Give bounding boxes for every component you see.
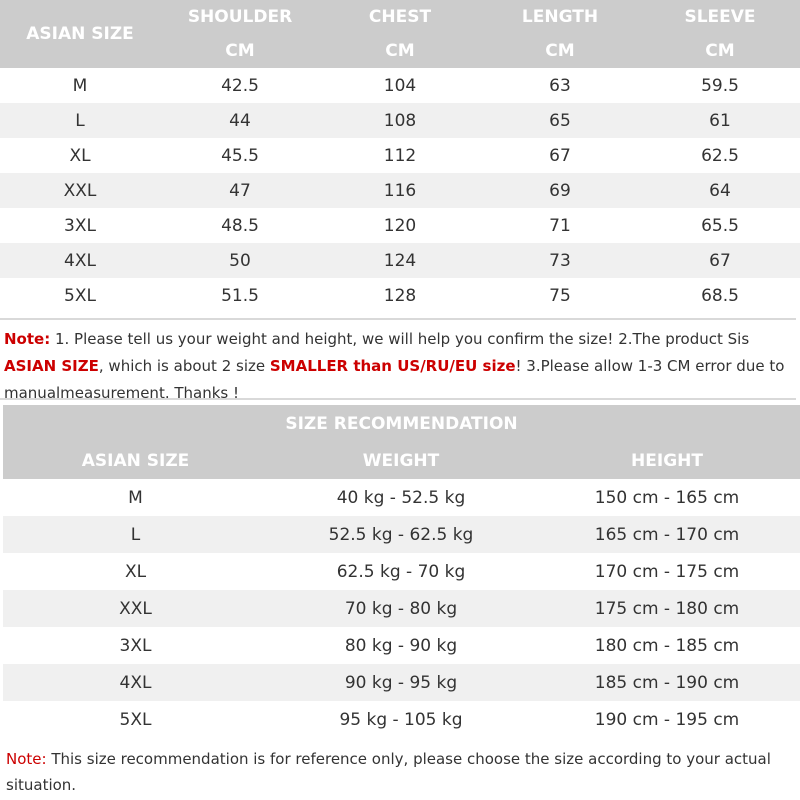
cell-size: M: [128, 487, 143, 508]
table-row: [3, 479, 800, 516]
size-chart-table: [0, 0, 800, 313]
size-recommendation-table: [3, 405, 800, 738]
header-length: LENGTH: [480, 0, 640, 34]
unit-length: CM: [480, 34, 640, 68]
note-text-part3: ! 3.Please allow 1-3 CM error due to manualmeasurement. Thanks !: [4, 357, 785, 402]
header-chest: CHEST: [320, 0, 480, 34]
cell-height: 165 cm - 170 cm: [534, 516, 800, 553]
cell-height: 170 cm - 175 cm: [594, 561, 740, 582]
recommendation-note: [6, 746, 796, 798]
cell-sleeve: 64: [640, 173, 800, 208]
table-row: [3, 701, 800, 738]
table-row: [0, 68, 800, 103]
header-asian-size: ASIAN SIZE: [3, 442, 268, 479]
cell-shoulder: 50: [160, 243, 320, 278]
cell-size: 4XL: [0, 243, 160, 278]
note-text-part1: 1. Please tell us your weight and height, we will help you confirm the size! 2.The product Sis: [50, 330, 750, 348]
cell-chest: 124: [320, 243, 480, 278]
cell-sleeve: 59.5: [701, 75, 739, 96]
header-weight: WEIGHT: [268, 442, 534, 479]
cell-height: 185 cm - 190 cm: [534, 664, 800, 701]
table-row: [3, 516, 800, 553]
cell-chest: 116: [320, 173, 480, 208]
cell-size: 3XL: [119, 635, 152, 656]
table-row: [0, 138, 800, 173]
header-height: HEIGHT: [534, 442, 800, 479]
table-row: [0, 103, 800, 138]
cell-chest: 108: [320, 103, 480, 138]
cell-size: L: [3, 516, 268, 553]
unit-sleeve: CM: [640, 34, 800, 68]
cell-shoulder: 44: [160, 103, 320, 138]
table-row: [0, 173, 800, 208]
cell-length: 71: [549, 215, 571, 236]
cell-shoulder: 47: [160, 173, 320, 208]
cell-sleeve: 68.5: [701, 285, 739, 306]
cell-length: 63: [549, 75, 571, 96]
note-label: Note:: [4, 330, 51, 348]
cell-weight: 95 kg - 105 kg: [339, 709, 463, 730]
cell-chest: 104: [383, 75, 417, 96]
recommendation-title: SIZE RECOMMENDATION: [3, 405, 800, 442]
note-highlight-smaller: SMALLER than US/RU/EU size: [269, 357, 516, 375]
cell-size: 4XL: [3, 664, 268, 701]
unit-chest: CM: [320, 34, 480, 68]
cell-shoulder: 48.5: [221, 215, 259, 236]
cell-size: 3XL: [64, 215, 96, 236]
cell-size: XL: [124, 561, 147, 582]
cell-chest: 120: [383, 215, 417, 236]
cell-size: XXL: [0, 173, 160, 208]
unit-shoulder: CM: [160, 34, 320, 68]
cell-length: 75: [549, 285, 571, 306]
table-row: [3, 664, 800, 701]
header-asian-size: ASIAN SIZE: [0, 0, 160, 68]
cell-chest: 112: [383, 145, 417, 166]
note2-label: Note:: [6, 750, 47, 768]
cell-height: 180 cm - 185 cm: [594, 635, 740, 656]
cell-size: 5XL: [119, 709, 152, 730]
header-shoulder: SHOULDER: [160, 0, 320, 34]
cell-shoulder: 51.5: [221, 285, 259, 306]
cell-length: 67: [549, 145, 571, 166]
table-row: [3, 553, 800, 590]
cell-weight: 90 kg - 95 kg: [268, 664, 534, 701]
cell-chest: 128: [383, 285, 417, 306]
note-highlight-asian-size: ASIAN SIZE: [4, 357, 99, 375]
cell-sleeve: 62.5: [701, 145, 739, 166]
cell-size: XL: [69, 145, 91, 166]
table-row: [0, 208, 800, 243]
cell-sleeve: 61: [640, 103, 800, 138]
note2-text: This size recommendation is for reference only, please choose the size according to your actual situation.: [6, 750, 771, 794]
note-text-part2: , which is about 2 size: [98, 357, 270, 375]
cell-shoulder: 42.5: [221, 75, 259, 96]
cell-weight: 40 kg - 52.5 kg: [336, 487, 466, 508]
size-note: [0, 318, 796, 400]
table-row: [0, 243, 800, 278]
cell-length: 65: [480, 103, 640, 138]
cell-shoulder: 45.5: [221, 145, 259, 166]
cell-height: 175 cm - 180 cm: [534, 590, 800, 627]
cell-weight: 52.5 kg - 62.5 kg: [268, 516, 534, 553]
header-sleeve: SLEEVE: [640, 0, 800, 34]
table-row: [0, 278, 800, 313]
cell-weight: 70 kg - 80 kg: [268, 590, 534, 627]
table-row: [3, 590, 800, 627]
cell-weight: 80 kg - 90 kg: [344, 635, 458, 656]
cell-size: L: [0, 103, 160, 138]
cell-sleeve: 65.5: [701, 215, 739, 236]
cell-height: 190 cm - 195 cm: [594, 709, 740, 730]
table-row: [3, 627, 800, 664]
cell-size: 5XL: [64, 285, 96, 306]
cell-sleeve: 67: [640, 243, 800, 278]
cell-weight: 62.5 kg - 70 kg: [336, 561, 466, 582]
cell-size: XXL: [3, 590, 268, 627]
cell-size: M: [72, 75, 88, 96]
cell-length: 69: [480, 173, 640, 208]
cell-length: 73: [480, 243, 640, 278]
cell-height: 150 cm - 165 cm: [594, 487, 740, 508]
